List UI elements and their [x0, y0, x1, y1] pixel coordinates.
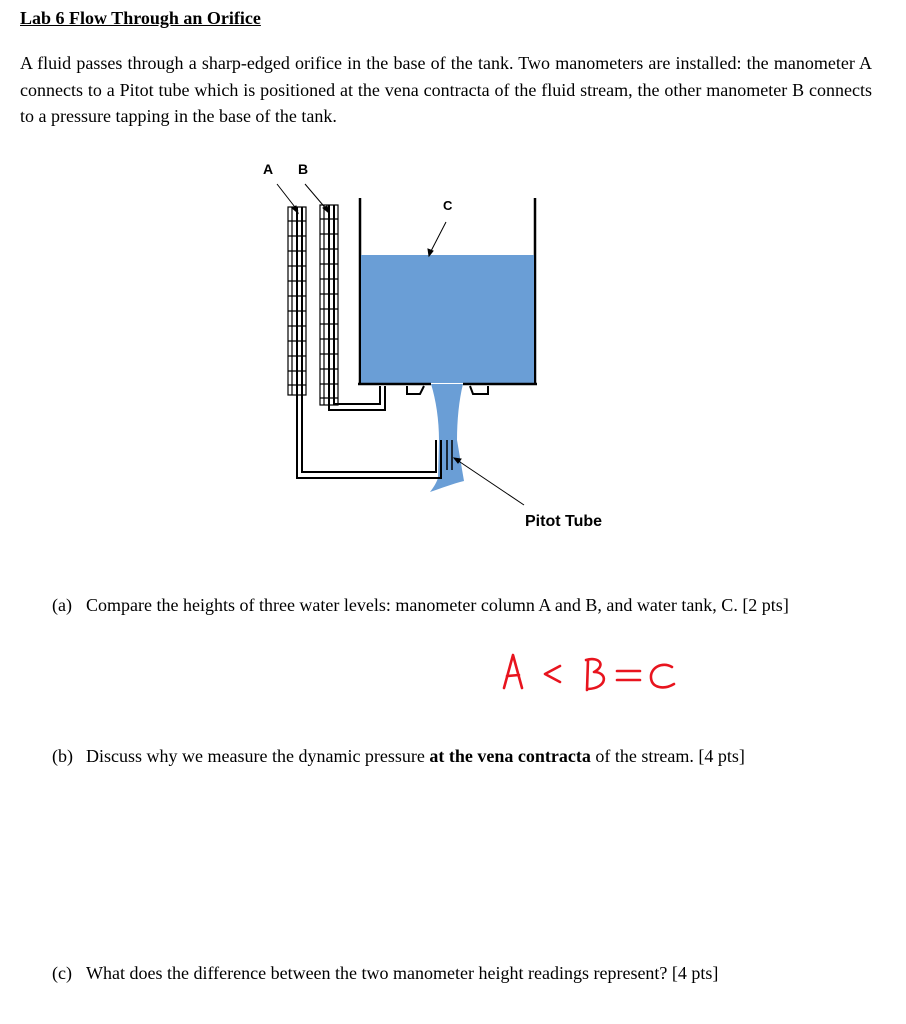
document-title: Lab 6 Flow Through an Orifice [20, 8, 261, 28]
manometer-b-tube [329, 205, 385, 410]
question-b-text-before: Discuss why we measure the dynamic pressure [86, 746, 430, 766]
intro-paragraph: A fluid passes through a sharp-edged orifice in the base of the tank. Two manometers are installed: the manometer A connects to a Pitot tube which is positioned at the vena contracta of the fluid stream, the other manometer B connects to a pressure tapping in the base of the tank. [20, 53, 872, 126]
question-c [52, 963, 718, 984]
label-b: B [298, 161, 309, 177]
handwritten-answer [500, 646, 700, 696]
question-c-text: What does the difference between the two manometer height readings represent? [4 pts] [86, 963, 719, 983]
label-arrows [277, 184, 524, 505]
question-a [52, 595, 789, 616]
question-c-number: (c) [52, 963, 72, 983]
question-b [52, 746, 745, 767]
orifice-edge-left [407, 386, 424, 394]
manometer-a-tube-inner [302, 207, 436, 472]
question-b-text-after: of the stream. [4 pts] [590, 746, 745, 766]
question-b-number: (b) [52, 746, 73, 766]
manometer-a-tube [297, 207, 441, 478]
manometer-b-tube-inner [334, 205, 380, 404]
label-c: C [443, 198, 453, 213]
orifice-edge-right [470, 386, 488, 394]
manometer-a-scale [288, 207, 306, 395]
question-a-text: Compare the heights of three water levels: manometer column A and B, and water tank, C. [2 pts] [86, 595, 789, 615]
label-a: A [263, 161, 274, 177]
question-b-text-bold: at the vena contracta [429, 746, 591, 766]
question-a-number: (a) [52, 595, 72, 615]
label-pitot-tube: Pitot Tube [525, 513, 603, 530]
fluid-jet [430, 384, 464, 492]
tank-water [361, 255, 534, 383]
manometer-b-scale [320, 205, 338, 405]
